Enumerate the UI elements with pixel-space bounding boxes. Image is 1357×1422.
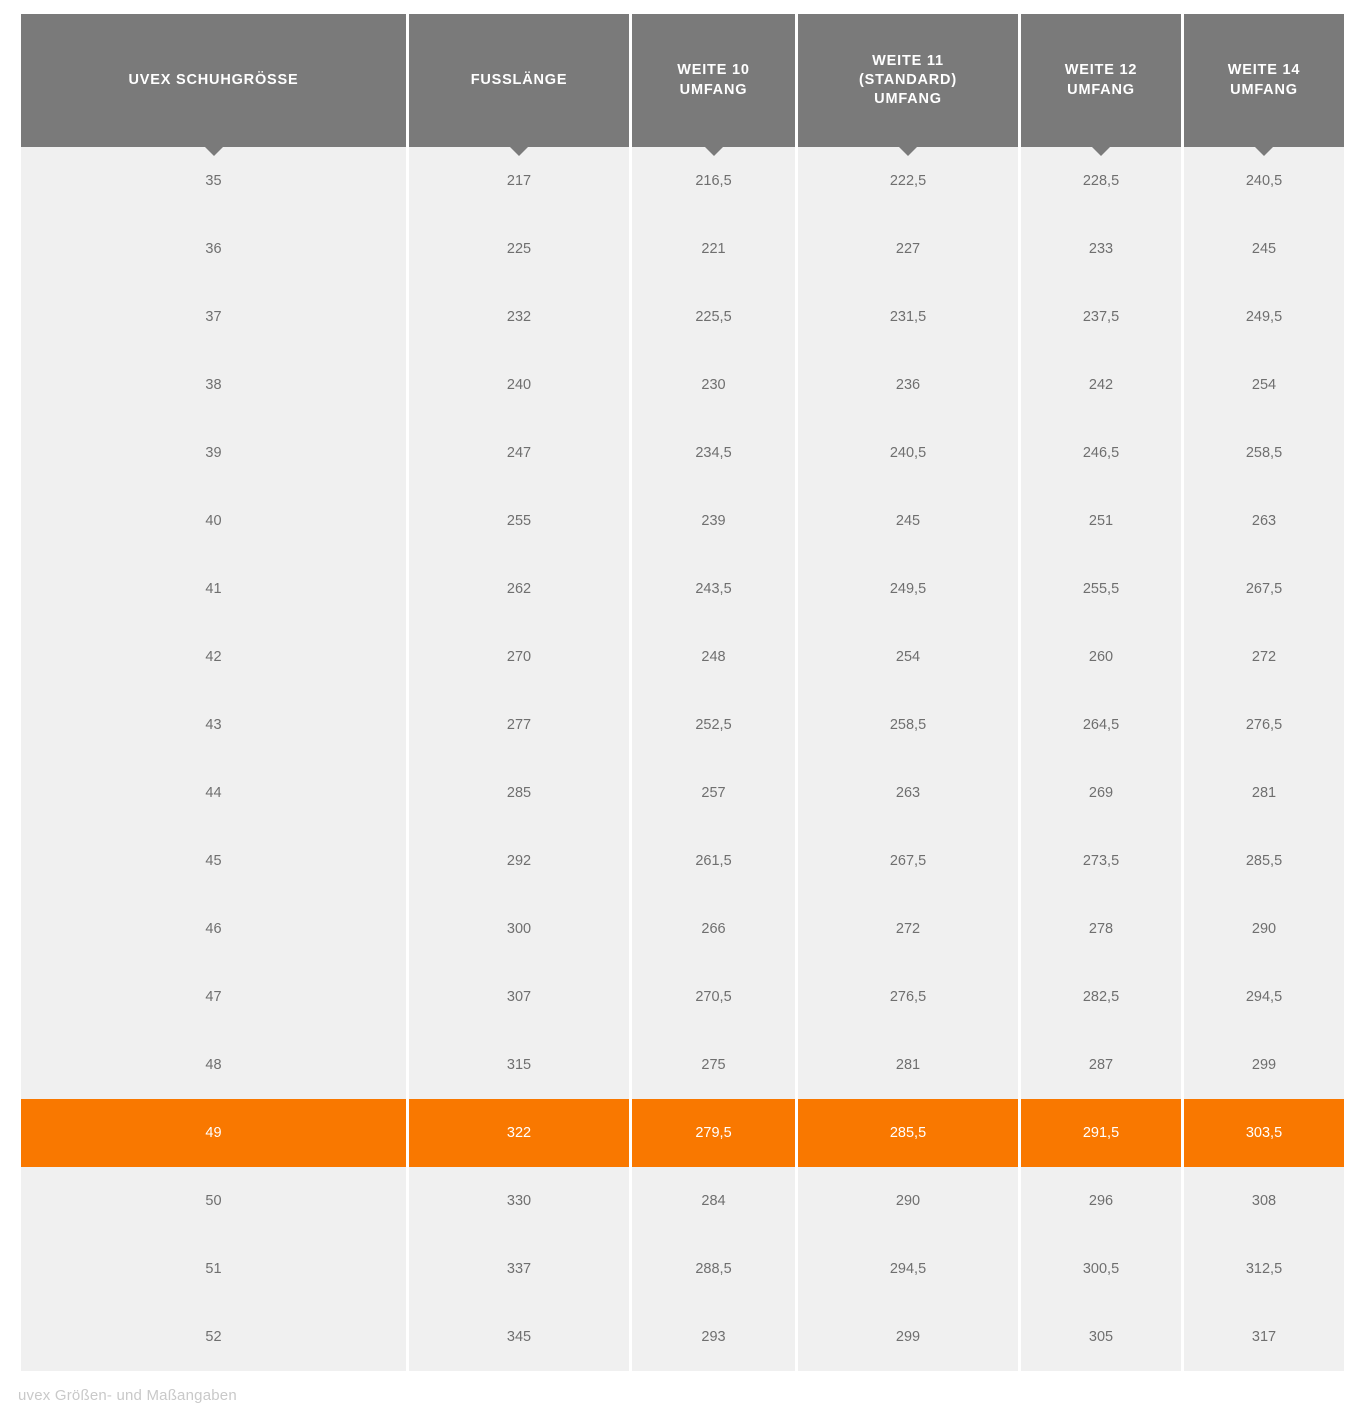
cell-measurement: 240 bbox=[409, 351, 629, 419]
column-header-line: WEITE 14 bbox=[1227, 62, 1301, 79]
cell-measurement: 272 bbox=[1184, 623, 1344, 691]
column-header-line: UMFANG bbox=[1067, 81, 1135, 98]
table-row bbox=[21, 283, 1344, 351]
cell-measurement: 272 bbox=[798, 895, 1018, 963]
cell-measurement: 282,5 bbox=[1021, 963, 1181, 1031]
cell-measurement: 248 bbox=[632, 623, 795, 691]
cell-measurement: 242 bbox=[1021, 351, 1181, 419]
cell-measurement: 307 bbox=[409, 963, 629, 1031]
cell-measurement: 296 bbox=[1021, 1167, 1181, 1235]
cell-measurement: 263 bbox=[1184, 487, 1344, 555]
cell-shoe-size: 39 bbox=[21, 419, 406, 487]
cell-measurement: 276,5 bbox=[1184, 691, 1344, 759]
cell-measurement: 291,5 bbox=[1021, 1099, 1181, 1167]
cell-measurement: 308 bbox=[1184, 1167, 1344, 1235]
cell-measurement: 260 bbox=[1021, 623, 1181, 691]
shoe-size-table bbox=[18, 14, 1347, 1371]
table-row bbox=[21, 963, 1344, 1031]
cell-shoe-size: 43 bbox=[21, 691, 406, 759]
cell-shoe-size: 42 bbox=[21, 623, 406, 691]
column-header-0 bbox=[21, 14, 406, 147]
table-row bbox=[21, 759, 1344, 827]
table-row bbox=[21, 1303, 1344, 1371]
cell-shoe-size: 37 bbox=[21, 283, 406, 351]
cell-measurement: 290 bbox=[798, 1167, 1018, 1235]
cell-shoe-size: 49 bbox=[21, 1099, 406, 1167]
table-row bbox=[21, 215, 1344, 283]
cell-measurement: 285,5 bbox=[798, 1099, 1018, 1167]
cell-shoe-size: 36 bbox=[21, 215, 406, 283]
cell-measurement: 294,5 bbox=[798, 1235, 1018, 1303]
cell-measurement: 292 bbox=[409, 827, 629, 895]
header-notch-icon bbox=[204, 146, 224, 156]
table-row bbox=[21, 1235, 1344, 1303]
cell-measurement: 245 bbox=[1184, 215, 1344, 283]
column-header-5 bbox=[1184, 14, 1344, 147]
cell-measurement: 225 bbox=[409, 215, 629, 283]
cell-measurement: 254 bbox=[1184, 351, 1344, 419]
cell-measurement: 279,5 bbox=[632, 1099, 795, 1167]
header-notch-icon bbox=[704, 146, 724, 156]
cell-measurement: 300 bbox=[409, 895, 629, 963]
cell-shoe-size: 48 bbox=[21, 1031, 406, 1099]
cell-measurement: 258,5 bbox=[1184, 419, 1344, 487]
cell-measurement: 230 bbox=[632, 351, 795, 419]
column-header-line: WEITE 12 bbox=[1064, 62, 1138, 79]
table-caption: uvex Größen- und Maßangaben bbox=[18, 1387, 237, 1404]
cell-measurement: 287 bbox=[1021, 1031, 1181, 1099]
cell-measurement: 252,5 bbox=[632, 691, 795, 759]
cell-measurement: 233 bbox=[1021, 215, 1181, 283]
cell-measurement: 254 bbox=[798, 623, 1018, 691]
cell-measurement: 255,5 bbox=[1021, 555, 1181, 623]
column-header-line: WEITE 11 bbox=[872, 52, 944, 69]
cell-measurement: 273,5 bbox=[1021, 827, 1181, 895]
cell-measurement: 255 bbox=[409, 487, 629, 555]
cell-measurement: 236 bbox=[798, 351, 1018, 419]
cell-measurement: 290 bbox=[1184, 895, 1344, 963]
cell-measurement: 267,5 bbox=[1184, 555, 1344, 623]
cell-measurement: 281 bbox=[798, 1031, 1018, 1099]
cell-shoe-size: 47 bbox=[21, 963, 406, 1031]
cell-measurement: 299 bbox=[1184, 1031, 1344, 1099]
table-header bbox=[21, 14, 1344, 147]
cell-measurement: 266 bbox=[632, 895, 795, 963]
cell-measurement: 217 bbox=[409, 147, 629, 215]
cell-measurement: 317 bbox=[1184, 1303, 1344, 1371]
header-notch-icon bbox=[1254, 146, 1274, 156]
cell-measurement: 251 bbox=[1021, 487, 1181, 555]
cell-measurement: 225,5 bbox=[632, 283, 795, 351]
cell-measurement: 243,5 bbox=[632, 555, 795, 623]
cell-measurement: 263 bbox=[798, 759, 1018, 827]
cell-measurement: 246,5 bbox=[1021, 419, 1181, 487]
cell-measurement: 237,5 bbox=[1021, 283, 1181, 351]
table-row bbox=[21, 351, 1344, 419]
cell-measurement: 294,5 bbox=[1184, 963, 1344, 1031]
cell-shoe-size: 44 bbox=[21, 759, 406, 827]
cell-measurement: 276,5 bbox=[798, 963, 1018, 1031]
cell-measurement: 281 bbox=[1184, 759, 1344, 827]
column-header-line: UMFANG bbox=[1230, 81, 1298, 98]
cell-measurement: 330 bbox=[409, 1167, 629, 1235]
cell-measurement: 228,5 bbox=[1021, 147, 1181, 215]
cell-measurement: 275 bbox=[632, 1031, 795, 1099]
table-row bbox=[21, 487, 1344, 555]
cell-shoe-size: 46 bbox=[21, 895, 406, 963]
table-row bbox=[21, 1031, 1344, 1099]
cell-measurement: 231,5 bbox=[798, 283, 1018, 351]
column-header-line: UMFANG bbox=[874, 91, 942, 108]
cell-measurement: 284 bbox=[632, 1167, 795, 1235]
cell-measurement: 227 bbox=[798, 215, 1018, 283]
header-notch-icon bbox=[1091, 146, 1111, 156]
table-row bbox=[21, 623, 1344, 691]
table-row bbox=[21, 1167, 1344, 1235]
cell-measurement: 285 bbox=[409, 759, 629, 827]
cell-measurement: 249,5 bbox=[798, 555, 1018, 623]
table-row bbox=[21, 827, 1344, 895]
table-row bbox=[21, 1099, 1344, 1167]
cell-measurement: 315 bbox=[409, 1031, 629, 1099]
table-body bbox=[21, 147, 1344, 1371]
cell-shoe-size: 40 bbox=[21, 487, 406, 555]
cell-measurement: 234,5 bbox=[632, 419, 795, 487]
cell-measurement: 305 bbox=[1021, 1303, 1181, 1371]
cell-measurement: 262 bbox=[409, 555, 629, 623]
cell-measurement: 277 bbox=[409, 691, 629, 759]
cell-measurement: 312,5 bbox=[1184, 1235, 1344, 1303]
cell-measurement: 240,5 bbox=[798, 419, 1018, 487]
cell-measurement: 337 bbox=[409, 1235, 629, 1303]
column-header-line: WEITE 10 bbox=[677, 62, 750, 79]
cell-shoe-size: 35 bbox=[21, 147, 406, 215]
column-header-4 bbox=[1021, 14, 1181, 147]
cell-measurement: 278 bbox=[1021, 895, 1181, 963]
cell-measurement: 269 bbox=[1021, 759, 1181, 827]
header-notch-icon bbox=[509, 146, 529, 156]
cell-measurement: 249,5 bbox=[1184, 283, 1344, 351]
cell-measurement: 261,5 bbox=[632, 827, 795, 895]
cell-measurement: 270 bbox=[409, 623, 629, 691]
cell-shoe-size: 41 bbox=[21, 555, 406, 623]
cell-measurement: 299 bbox=[798, 1303, 1018, 1371]
cell-measurement: 240,5 bbox=[1184, 147, 1344, 215]
cell-shoe-size: 51 bbox=[21, 1235, 406, 1303]
cell-measurement: 239 bbox=[632, 487, 795, 555]
cell-measurement: 300,5 bbox=[1021, 1235, 1181, 1303]
cell-measurement: 232 bbox=[409, 283, 629, 351]
cell-measurement: 270,5 bbox=[632, 963, 795, 1031]
cell-measurement: 216,5 bbox=[632, 147, 795, 215]
table-row bbox=[21, 147, 1344, 215]
table-row bbox=[21, 691, 1344, 759]
table-header-row bbox=[21, 14, 1344, 147]
column-header-1 bbox=[409, 14, 629, 147]
cell-measurement: 285,5 bbox=[1184, 827, 1344, 895]
column-header-line: UVEX SCHUHGRÖSSE bbox=[128, 71, 299, 88]
cell-measurement: 258,5 bbox=[798, 691, 1018, 759]
cell-shoe-size: 50 bbox=[21, 1167, 406, 1235]
cell-measurement: 257 bbox=[632, 759, 795, 827]
cell-measurement: 293 bbox=[632, 1303, 795, 1371]
table-row bbox=[21, 419, 1344, 487]
cell-measurement: 222,5 bbox=[798, 147, 1018, 215]
column-header-line: UMFANG bbox=[679, 81, 748, 98]
cell-measurement: 264,5 bbox=[1021, 691, 1181, 759]
cell-measurement: 221 bbox=[632, 215, 795, 283]
table-row bbox=[21, 555, 1344, 623]
cell-measurement: 303,5 bbox=[1184, 1099, 1344, 1167]
column-header-2 bbox=[632, 14, 795, 147]
column-header-line: FUSSLÄNGE bbox=[470, 71, 568, 88]
column-header-line: (STANDARD) bbox=[859, 71, 957, 88]
cell-shoe-size: 38 bbox=[21, 351, 406, 419]
cell-measurement: 322 bbox=[409, 1099, 629, 1167]
cell-measurement: 267,5 bbox=[798, 827, 1018, 895]
header-notch-icon bbox=[898, 146, 918, 156]
cell-shoe-size: 45 bbox=[21, 827, 406, 895]
cell-shoe-size: 52 bbox=[21, 1303, 406, 1371]
cell-measurement: 345 bbox=[409, 1303, 629, 1371]
table-row bbox=[21, 895, 1344, 963]
cell-measurement: 288,5 bbox=[632, 1235, 795, 1303]
column-header-3 bbox=[798, 14, 1018, 147]
cell-measurement: 245 bbox=[798, 487, 1018, 555]
cell-measurement: 247 bbox=[409, 419, 629, 487]
